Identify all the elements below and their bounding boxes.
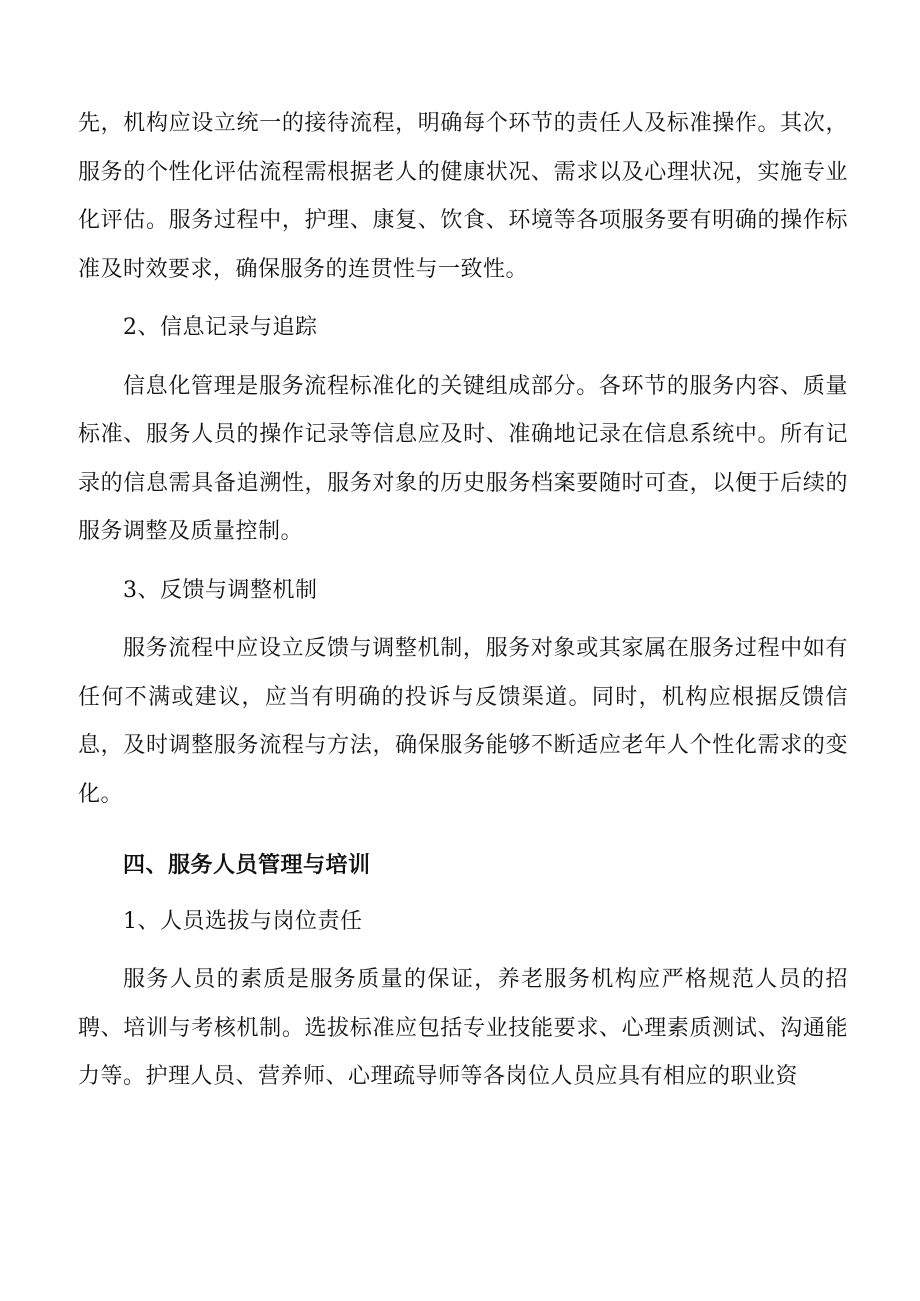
subheading-info-record: 2、信息记录与追踪 <box>123 315 318 340</box>
subheading-feedback: 3、反馈与调整机制 <box>123 577 318 603</box>
document-page <box>78 100 848 1102</box>
paragraph-info-management: 信息化管理是服务流程标准化的关键组成部分。各环节的服务内容、质量标准、服务人员的操作记录等信息应及时、准确地记录在信息系统中。所有记录的信息需具备追溯性，服务对象的历史服务档案要随时可查，以便于后续的服务调整及质量控制。 <box>78 373 848 544</box>
subheading-staff-selection: 1、人员选拔与岗位责任 <box>123 908 363 934</box>
paragraph-feedback: 服务流程中应设立反馈与调整机制，服务对象或其家属在服务过程中如有任何不满或建议，应当有明确的投诉与反馈渠道。同时，机构应根据反馈信息，及时调整服务流程与方法，确保服务能够不断适应老年人个性化需求的变化。 <box>78 636 848 807</box>
paragraph-staff-quality: 服务人员的素质是服务质量的保证，养老服务机构应严格规范人员的招聘、培训与考核机制。选拔标准应包括专业技能要求、心理素质测试、沟通能力等。护理人员、营养师、心理疏导师等各岗位人员应具有相应的职业资 <box>78 967 848 1089</box>
section-heading-staff-management: 四、服务人员管理与培训 <box>123 852 371 878</box>
paragraph-reception-process: 先，机构应设立统一的接待流程，明确每个环节的责任人及标准操作。其次，服务的个性化评估流程需根据老人的健康状况、需求以及心理状况，实施专业化评估。服务过程中，护理、康复、饮食、环境等各项服务要有明确的操作标准及时效要求，确保服务的连贯性与一致性。 <box>78 111 848 282</box>
